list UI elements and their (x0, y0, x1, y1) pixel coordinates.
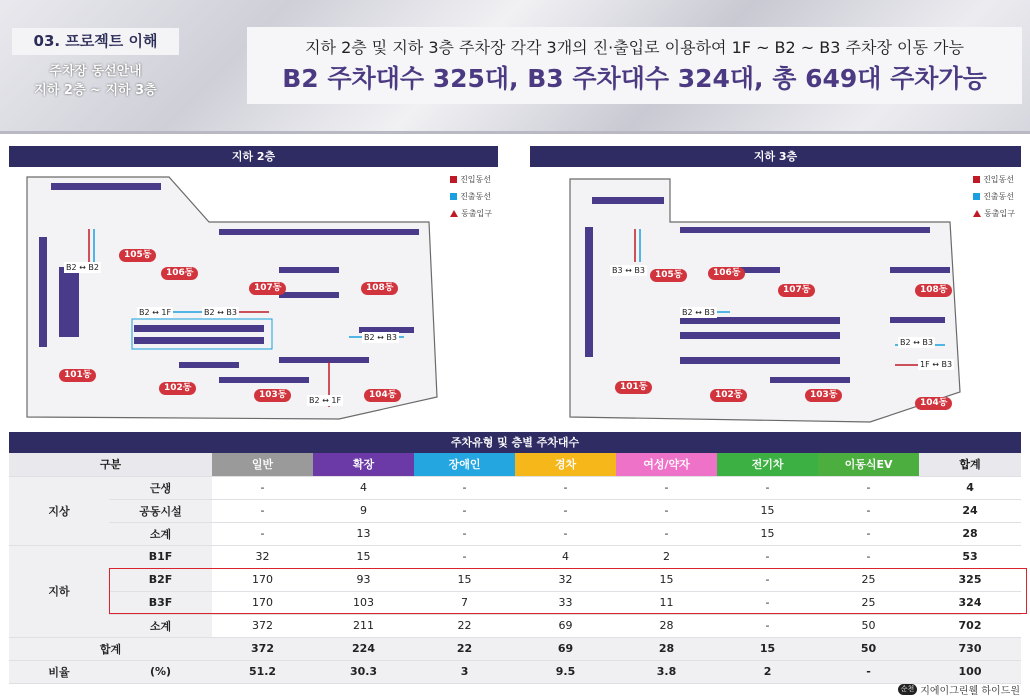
table-cell: - (818, 545, 919, 568)
ratio-label: 비율 (9, 660, 109, 683)
building-label: 103동 (805, 389, 842, 402)
floor-map-b3 (530, 167, 1021, 424)
table-cell: 22 (414, 637, 515, 660)
table-cell: - (414, 476, 515, 499)
headline-main: B2 주차대수 325대, B3 주차대수 324대, 총 649대 주차가능 (282, 64, 987, 93)
building-label: 101동 (59, 369, 96, 382)
ratio-row (9, 660, 1021, 683)
table-cell: 103 (313, 591, 414, 614)
header-women: 여성/약자 (616, 453, 717, 476)
parking-table-section (9, 432, 1021, 684)
building-label: 108동 (915, 284, 952, 297)
row-label: 소계 (109, 614, 212, 637)
table-cell: - (818, 660, 919, 683)
table-cell: 3 (414, 660, 515, 683)
row-label: 근생 (109, 476, 212, 499)
table-cell: - (515, 522, 616, 545)
table-cell: 7 (414, 591, 515, 614)
table-cell: 4 (313, 476, 414, 499)
table-cell: 53 (919, 545, 1021, 568)
table-cell: - (616, 499, 717, 522)
header-mobile-ev: 이동식EV (818, 453, 919, 476)
building-label: 102동 (159, 382, 196, 395)
section-subtitle-line1: 주차장 동선안내 (49, 64, 142, 79)
route-label: B3 ↔ B3 (612, 266, 645, 275)
table-cell: 25 (818, 591, 919, 614)
table-cell: 93 (313, 568, 414, 591)
table-cell: 2 (616, 545, 717, 568)
building-label: 102동 (710, 389, 747, 402)
table-cell: 15 (414, 568, 515, 591)
table-cell: 13 (313, 522, 414, 545)
legend-entry (450, 171, 492, 188)
legend-entry-label: 진입동선 (983, 175, 1014, 184)
table-cell: 69 (515, 637, 616, 660)
building-label: 108동 (361, 282, 398, 295)
table-cell: 702 (919, 614, 1021, 637)
building-label: 107동 (778, 284, 815, 297)
table-cell: - (212, 476, 313, 499)
floor-panel-b2 (9, 146, 498, 424)
section-subtitle (12, 62, 179, 100)
header-total: 합계 (919, 453, 1021, 476)
brand-badge: 순천 (898, 684, 918, 695)
header-general: 일반 (212, 453, 313, 476)
building-label: 106동 (708, 267, 745, 280)
legend-exit (973, 188, 1015, 205)
building-label: 101동 (615, 381, 652, 394)
row-label: B2F (109, 568, 212, 591)
building-label: 103동 (254, 389, 291, 402)
row-label: B1F (109, 545, 212, 568)
table-cell: 22 (414, 614, 515, 637)
table-row (9, 591, 1021, 614)
table-cell: - (616, 522, 717, 545)
route-label: B2 ↔ B3 (204, 308, 237, 317)
route-label: B2 ↔ 1F (309, 396, 342, 405)
table-cell: - (717, 476, 818, 499)
exit-swatch (450, 193, 457, 200)
building-label: 105동 (650, 269, 687, 282)
table-row (9, 568, 1021, 591)
route-label: B2 ↔ B2 (66, 263, 99, 272)
legend-ramp (450, 205, 492, 222)
table-cell: 325 (919, 568, 1021, 591)
table-cell: 33 (515, 591, 616, 614)
table-cell: 51.2 (212, 660, 313, 683)
table-row (9, 545, 1021, 568)
table-cell: 69 (515, 614, 616, 637)
route-label: B2 ↔ B3 (900, 338, 933, 347)
route-label: B2 ↔ 1F (139, 308, 172, 317)
table-row (9, 499, 1021, 522)
table-cell: 15 (717, 522, 818, 545)
header-disabled: 장애인 (414, 453, 515, 476)
table-cell: - (212, 499, 313, 522)
table-cell: 28 (919, 522, 1021, 545)
table-cell: - (717, 568, 818, 591)
table-cell: 50 (818, 637, 919, 660)
headline-subtext: 지하 2층 및 지하 3층 주차장 각각 3개의 진·출입로 이용하여 1F ~ B2 ~ B3 주차장 이동 가능 (305, 38, 964, 57)
table-cell: 50 (818, 614, 919, 637)
table-cell: - (212, 522, 313, 545)
table-cell: - (717, 614, 818, 637)
table-cell: - (818, 499, 919, 522)
row-label: 공동시설 (109, 499, 212, 522)
table-cell: 28 (616, 614, 717, 637)
table-cell: - (515, 476, 616, 499)
table-row (9, 522, 1021, 545)
table-cell: - (818, 522, 919, 545)
table-cell: 4 (515, 545, 616, 568)
header-category: 구분 (9, 453, 212, 476)
table-cell: 11 (616, 591, 717, 614)
table-cell: 730 (919, 637, 1021, 660)
table-title: 주차유형 및 층별 주차대수 (9, 432, 1021, 453)
legend-exit (450, 188, 492, 205)
table-cell: 3.8 (616, 660, 717, 683)
legend-entry-label: 진입동선 (460, 175, 491, 184)
entry-swatch (450, 176, 457, 183)
table-header-row (9, 453, 1021, 476)
row-group-label: 지하 (9, 545, 109, 637)
building-label: 104동 (364, 389, 401, 402)
brand-name: 지에이그린웰 하이드원 (920, 686, 1020, 696)
floor-panel-b3 (530, 146, 1021, 424)
table-row (9, 476, 1021, 499)
table-cell: 224 (313, 637, 414, 660)
section-tag: 03. 프로젝트 이해 (12, 28, 179, 55)
building-label: 107동 (249, 282, 286, 295)
site-plan-b2 (9, 167, 498, 424)
entry-swatch (973, 176, 980, 183)
table-cell: - (818, 476, 919, 499)
table-cell: 324 (919, 591, 1021, 614)
row-label: B3F (109, 591, 212, 614)
table-cell: 372 (212, 614, 313, 637)
total-label: 합계 (9, 637, 212, 660)
header-compact: 경차 (515, 453, 616, 476)
table-cell: 32 (515, 568, 616, 591)
table-cell: 211 (313, 614, 414, 637)
legend-ramp (973, 205, 1015, 222)
route-label: B2 ↔ B3 (364, 333, 397, 342)
legend-exit-label: 진출동선 (983, 192, 1014, 201)
table-cell: 170 (212, 591, 313, 614)
table-row (9, 614, 1021, 637)
table-cell: 28 (616, 637, 717, 660)
floor-title-b3: 지하 3층 (530, 146, 1021, 167)
header-expanded: 확장 (313, 453, 414, 476)
table-cell: 4 (919, 476, 1021, 499)
total-row (9, 637, 1021, 660)
table-cell: 32 (212, 545, 313, 568)
table-cell: 372 (212, 637, 313, 660)
legend-entry (973, 171, 1015, 188)
table-cell: 15 (717, 637, 818, 660)
table-cell: 15 (616, 568, 717, 591)
legend-ramp-label: 동출입구 (984, 209, 1015, 218)
section-subtitle-line2: 지하 2층 ~ 지하 3층 (34, 83, 157, 98)
triangle-icon (450, 210, 458, 217)
building-label: 106동 (161, 267, 198, 280)
table-cell: - (717, 545, 818, 568)
headline-box (247, 27, 1022, 104)
floor-map-b2 (9, 167, 498, 424)
table-cell: - (414, 499, 515, 522)
parking-table (9, 453, 1021, 684)
triangle-icon (973, 210, 981, 217)
row-group-label: 지상 (9, 476, 109, 545)
table-cell: 2 (717, 660, 818, 683)
table-cell: 15 (717, 499, 818, 522)
table-cell: - (616, 476, 717, 499)
ratio-unit: (%) (109, 660, 212, 683)
table-cell: 170 (212, 568, 313, 591)
table-cell: 30.3 (313, 660, 414, 683)
table-cell: 100 (919, 660, 1021, 683)
legend-ramp-label: 동출입구 (461, 209, 492, 218)
exit-swatch (973, 193, 980, 200)
legend-b2 (450, 171, 492, 222)
building-label: 105동 (119, 249, 156, 262)
table-cell: 15 (313, 545, 414, 568)
legend-exit-label: 진출동선 (460, 192, 491, 201)
header-divider (0, 131, 1030, 134)
header-ev: 전기차 (717, 453, 818, 476)
floor-title-b2: 지하 2층 (9, 146, 498, 167)
table-cell: - (414, 545, 515, 568)
table-cell: 9.5 (515, 660, 616, 683)
building-label: 104동 (915, 397, 952, 410)
table-cell: - (515, 499, 616, 522)
brand-footer (898, 682, 1020, 696)
table-cell: 9 (313, 499, 414, 522)
route-label: 1F ↔ B3 (920, 360, 953, 369)
route-label: B2 ↔ B3 (682, 308, 715, 317)
table-cell: - (717, 591, 818, 614)
legend-b3 (973, 171, 1015, 222)
row-label: 소계 (109, 522, 212, 545)
table-cell: 24 (919, 499, 1021, 522)
table-cell: 25 (818, 568, 919, 591)
table-cell: - (414, 522, 515, 545)
